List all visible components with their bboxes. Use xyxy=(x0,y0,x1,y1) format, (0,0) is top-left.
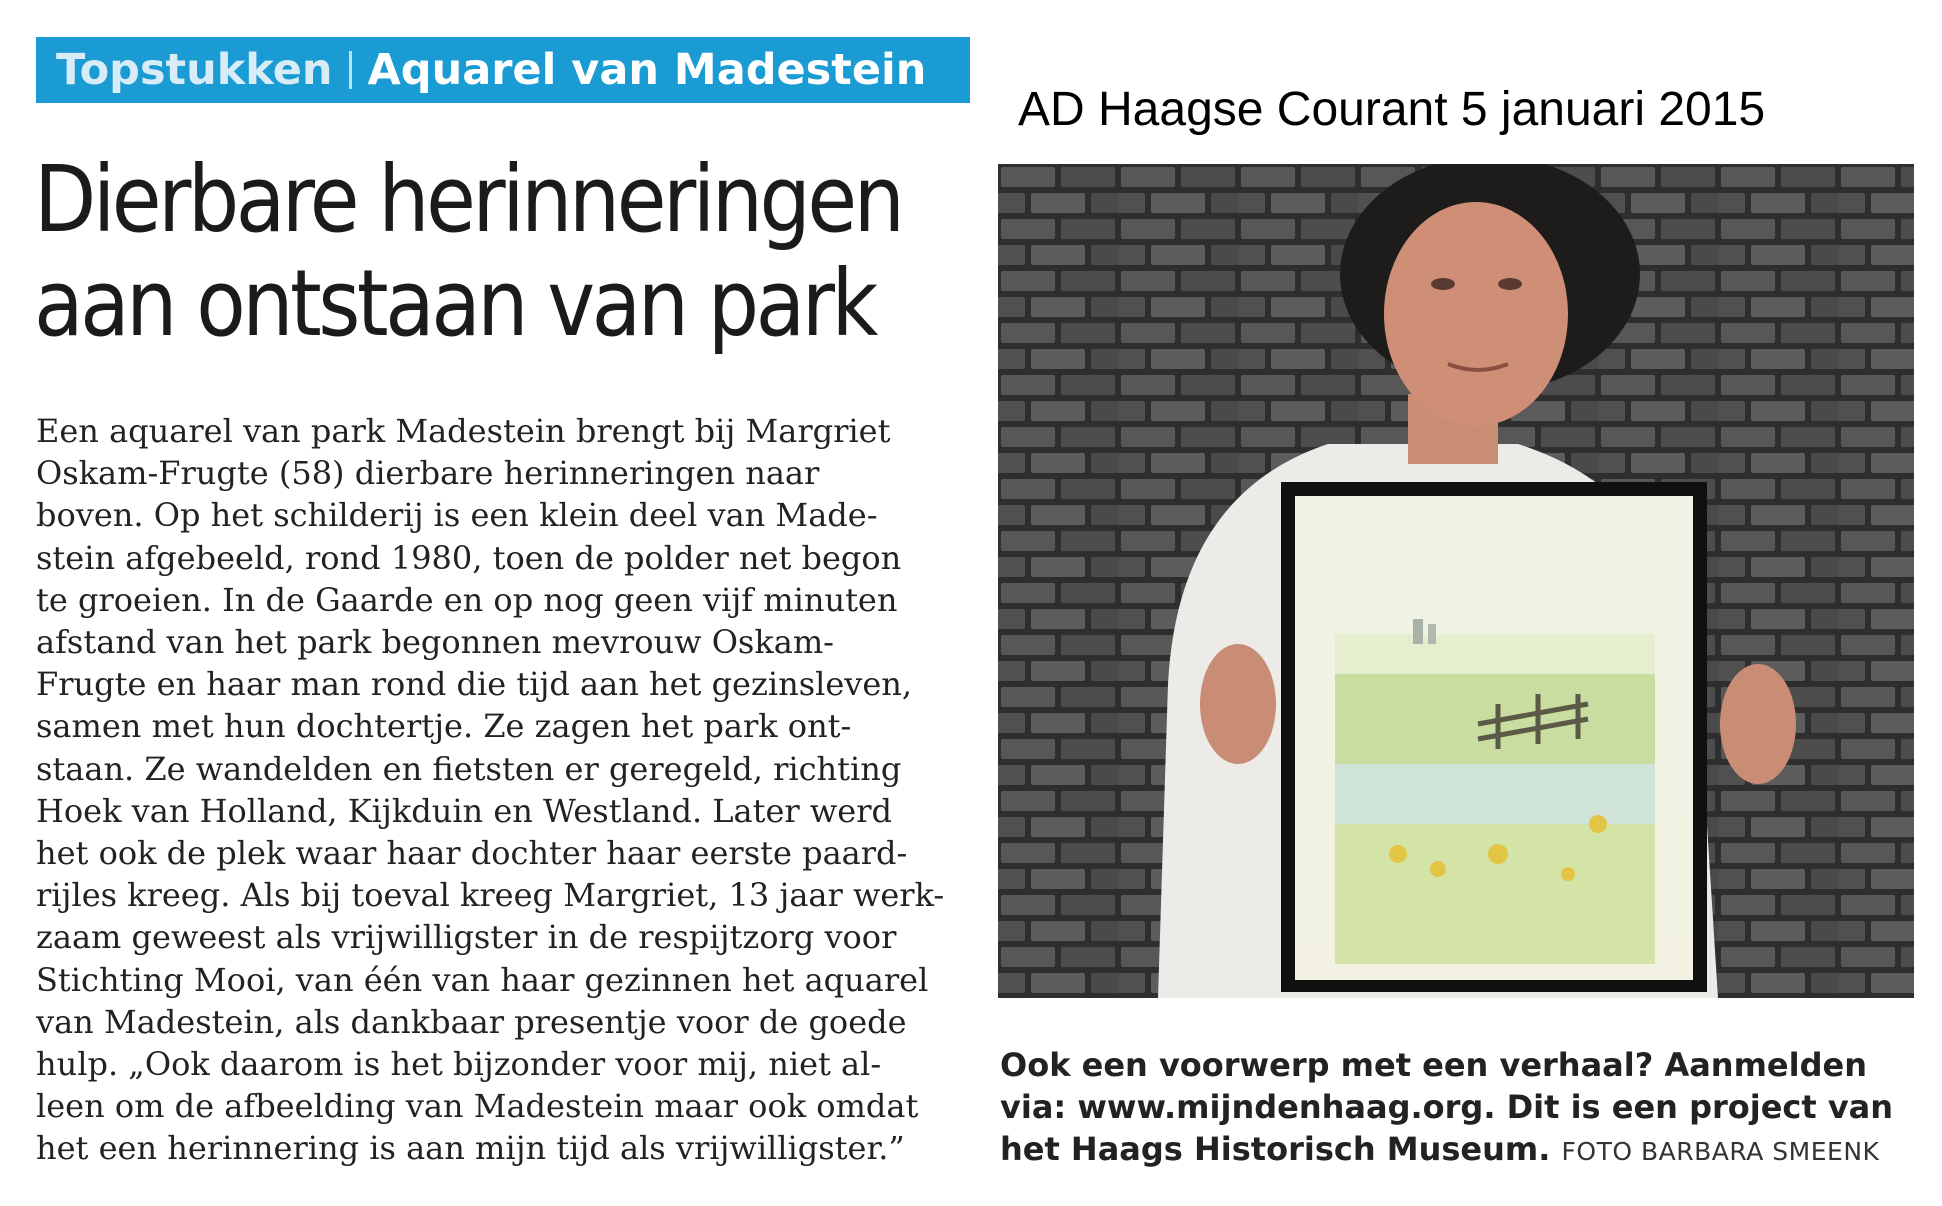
body-line: boven. Op het schilderij is een klein deel van Made- xyxy=(36,496,878,535)
body-line: het ook de plek waar haar dochter haar eerste paard- xyxy=(36,834,908,873)
body-line: Frugte en haar man rond die tijd aan het gezinsleven, xyxy=(36,665,913,704)
body-line: hulp. „Ook daarom is het bijzonder voor mij, niet al- xyxy=(36,1045,882,1084)
body-line: stein afgebeeld, rond 1980, toen de polder net begon xyxy=(36,538,902,577)
body-line: van Madestein, als dankbaar presentje voor de goede xyxy=(36,1002,907,1041)
body-line: afstand van het park begonnen mevrouw Oskam- xyxy=(36,623,834,662)
body-line: Hoek van Holland, Kijkduin en Westland. Later werd xyxy=(36,791,892,830)
source-line: AD Haagse Courant 5 januari 2015 xyxy=(1018,83,1766,136)
body-line: staan. Ze wandelden en fietsten er geregeld, richting xyxy=(36,749,902,788)
body-line: Stichting Mooi, van één van haar gezinnen het aquarel xyxy=(36,960,929,999)
photo-illustration xyxy=(998,164,1914,998)
headline-line-1: Dierbare herinneringen xyxy=(34,146,902,253)
caption-line: via: www.mijndenhaag.org. Dit is een project van xyxy=(1000,1088,1894,1126)
body-line: het een herinnering is aan mijn tijd als vrijwilligster.” xyxy=(36,1129,905,1168)
photo-credit: FOTO BARBARA SMEENK xyxy=(1561,1137,1880,1166)
headline-line-2: aan ontstaan van park xyxy=(34,250,875,357)
body-line: zaam geweest als vrijwilligster in de respijtzorg voor xyxy=(36,918,897,957)
article-photo xyxy=(998,164,1914,998)
caption-line: het Haags Historisch Museum. xyxy=(1000,1130,1551,1168)
headline xyxy=(34,146,902,357)
banner-section-label: Topstukken xyxy=(56,45,333,95)
body-line: rijles kreeg. Als bij toeval kreeg Margriet, 13 jaar werk- xyxy=(36,876,945,915)
body-line: Een aquarel van park Madestein brengt bij Margriet xyxy=(36,412,891,450)
banner-title: Aquarel van Madestein xyxy=(367,45,927,95)
section-banner xyxy=(36,37,970,103)
caption-line-with-credit xyxy=(1000,1128,1910,1173)
article-body xyxy=(36,410,956,1170)
caption-line: Ook een voorwerp met een verhaal? Aanmelden xyxy=(1000,1046,1867,1084)
body-line: samen met hun dochtertje. Ze zagen het park ont- xyxy=(36,707,852,746)
body-line: leen om de afbeelding van Madestein maar ook omdat xyxy=(36,1087,919,1126)
body-line: te groeien. In de Gaarde en op nog geen vijf minuten xyxy=(36,580,898,619)
photo-caption xyxy=(1000,1044,1910,1173)
body-line: Oskam-Frugte (58) dierbare herinneringen naar xyxy=(36,454,820,493)
banner-divider xyxy=(349,51,352,89)
